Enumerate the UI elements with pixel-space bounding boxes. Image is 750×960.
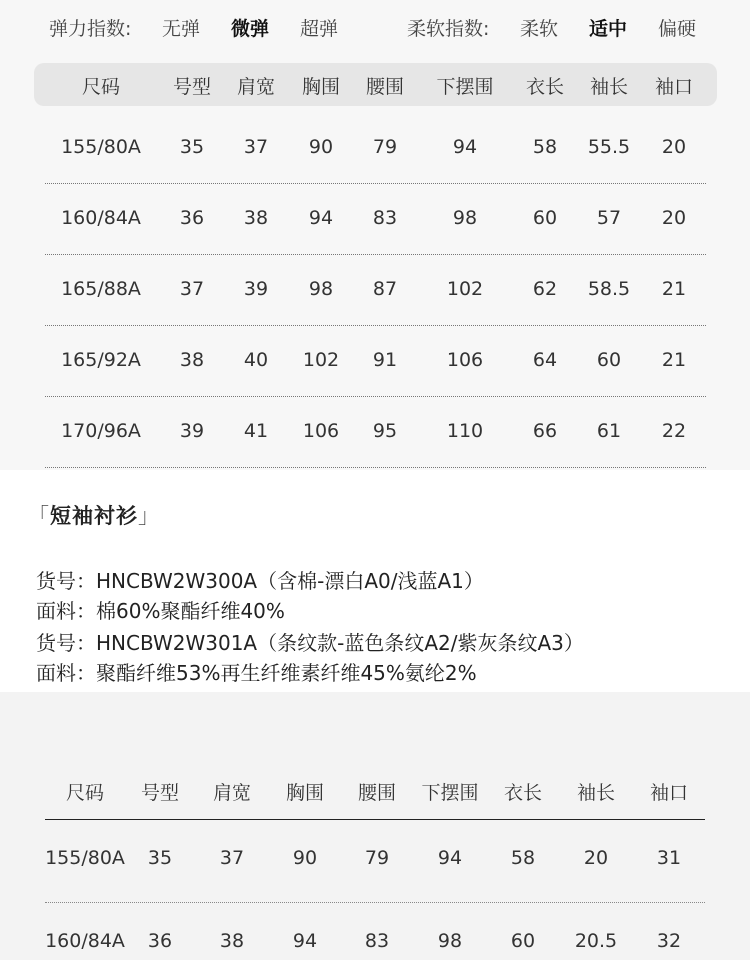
table1-cell: 57 (596, 207, 622, 229)
softness-label: 柔软指数: (407, 18, 490, 40)
table2-header-divider (45, 819, 705, 820)
row-divider (45, 254, 706, 255)
table2-header-cell: 下摆围 (421, 782, 479, 804)
table2-cell: 94 (437, 847, 463, 869)
table2-cell: 38 (219, 930, 245, 952)
table1-header-cell: 下摆围 (436, 76, 494, 98)
table1-cell: 36 (179, 207, 205, 229)
table1-cell: 102 (446, 278, 484, 300)
section-title: 「短袖衬衫」 (28, 504, 160, 528)
table1-cell: 98 (452, 207, 478, 229)
table1-cell: 38 (179, 349, 205, 371)
table1-cell: 91 (372, 349, 398, 371)
table2-header-cell: 衣长 (503, 782, 542, 804)
table1-header-cell: 号型 (172, 76, 211, 98)
table2-header-cell: 号型 (140, 782, 179, 804)
table1-cell: 165/92A (61, 349, 141, 371)
table1-cell: 20 (661, 136, 687, 158)
table1-cell: 170/96A (61, 420, 141, 442)
table2-cell: 60 (510, 930, 536, 952)
table1-cell: 40 (243, 349, 269, 371)
table1-cell: 110 (446, 420, 484, 442)
table1-cell: 41 (243, 420, 269, 442)
table2-header-cell: 胸围 (285, 782, 324, 804)
table1-cell: 21 (661, 278, 687, 300)
table2-header-cell: 尺码 (65, 782, 104, 804)
table2-cell: 20 (583, 847, 609, 869)
table2-header-cell: 肩宽 (212, 782, 251, 804)
row-divider (45, 902, 705, 903)
table2-cell: 79 (364, 847, 390, 869)
table2-cell: 160/84A (45, 930, 125, 952)
table1-header-cell: 尺码 (81, 76, 120, 98)
table1-cell: 106 (302, 420, 340, 442)
table1-cell: 60 (532, 207, 558, 229)
table1-cell: 39 (243, 278, 269, 300)
table1-cell: 106 (446, 349, 484, 371)
softness-option-hard: 偏硬 (658, 18, 697, 40)
elasticity-option-none: 无弹 (162, 18, 201, 40)
table1-cell: 38 (243, 207, 269, 229)
table2-cell: 83 (364, 930, 390, 952)
size-chart-bottom-section (0, 692, 750, 960)
fabric-1: 面料：棉60%聚酯纤维40% (36, 599, 285, 623)
table1-cell: 90 (308, 136, 334, 158)
table1-cell: 155/80A (61, 136, 141, 158)
table2-cell: 32 (656, 930, 682, 952)
table1-cell: 60 (596, 349, 622, 371)
table1-cell: 39 (179, 420, 205, 442)
table2-cell: 94 (292, 930, 318, 952)
table1-cell: 87 (372, 278, 398, 300)
table1-header-cell: 腰围 (365, 76, 404, 98)
table1-cell: 35 (179, 136, 205, 158)
row-divider (45, 467, 706, 468)
table1-cell: 22 (661, 420, 687, 442)
table1-cell: 37 (243, 136, 269, 158)
fabric-2: 面料：聚酯纤维53%再生纤维素纤维45%氨纶2% (36, 661, 477, 685)
table1-cell: 165/88A (61, 278, 141, 300)
table1-header-cell: 肩宽 (236, 76, 275, 98)
table2-cell: 155/80A (45, 847, 125, 869)
table1-cell: 102 (302, 349, 340, 371)
table1-cell: 66 (532, 420, 558, 442)
table1-cell: 58.5 (587, 278, 631, 300)
table2-cell: 20.5 (574, 930, 618, 952)
size-chart-top-section (0, 0, 750, 470)
table2-cell: 37 (219, 847, 245, 869)
table1-cell: 79 (372, 136, 398, 158)
table1-cell: 83 (372, 207, 398, 229)
product-info-section (0, 470, 750, 692)
table1-cell: 94 (452, 136, 478, 158)
table2-cell: 31 (656, 847, 682, 869)
table1-cell: 61 (596, 420, 622, 442)
table1-cell: 21 (661, 349, 687, 371)
table1-cell: 98 (308, 278, 334, 300)
table2-cell: 98 (437, 930, 463, 952)
elasticity-option-slight: 微弹 (231, 18, 270, 40)
table1-cell: 94 (308, 207, 334, 229)
table1-cell: 64 (532, 349, 558, 371)
table2-header-cell: 腰围 (357, 782, 396, 804)
table1-cell: 62 (532, 278, 558, 300)
table1-cell: 55.5 (587, 136, 631, 158)
elasticity-label: 弹力指数: (49, 18, 132, 40)
softness-option-soft: 柔软 (520, 18, 559, 40)
table1-header-cell: 衣长 (525, 76, 564, 98)
table2-header-cell: 袖口 (649, 782, 688, 804)
table1-cell: 20 (661, 207, 687, 229)
table1-cell: 58 (532, 136, 558, 158)
table2-cell: 90 (292, 847, 318, 869)
row-divider (45, 325, 706, 326)
product-code-1: 货号：HNCBW2W300A（含棉-漂白A0/浅蓝A1） (36, 569, 484, 593)
table1-cell: 95 (372, 420, 398, 442)
table2-header-cell: 袖长 (576, 782, 615, 804)
row-divider (45, 396, 706, 397)
table1-header-cell: 袖长 (589, 76, 628, 98)
product-code-2: 货号：HNCBW2W301A（条纹款-蓝色条纹A2/紫灰条纹A3） (36, 631, 584, 655)
table1-cell: 37 (179, 278, 205, 300)
table1-header-cell: 胸围 (301, 76, 340, 98)
table2-cell: 58 (510, 847, 536, 869)
table1-header-cell: 袖口 (654, 76, 693, 98)
table2-cell: 36 (147, 930, 173, 952)
row-divider (45, 183, 706, 184)
table2-cell: 35 (147, 847, 173, 869)
softness-option-medium: 适中 (589, 18, 628, 40)
elasticity-option-super: 超弹 (300, 18, 339, 40)
table1-cell: 160/84A (61, 207, 141, 229)
